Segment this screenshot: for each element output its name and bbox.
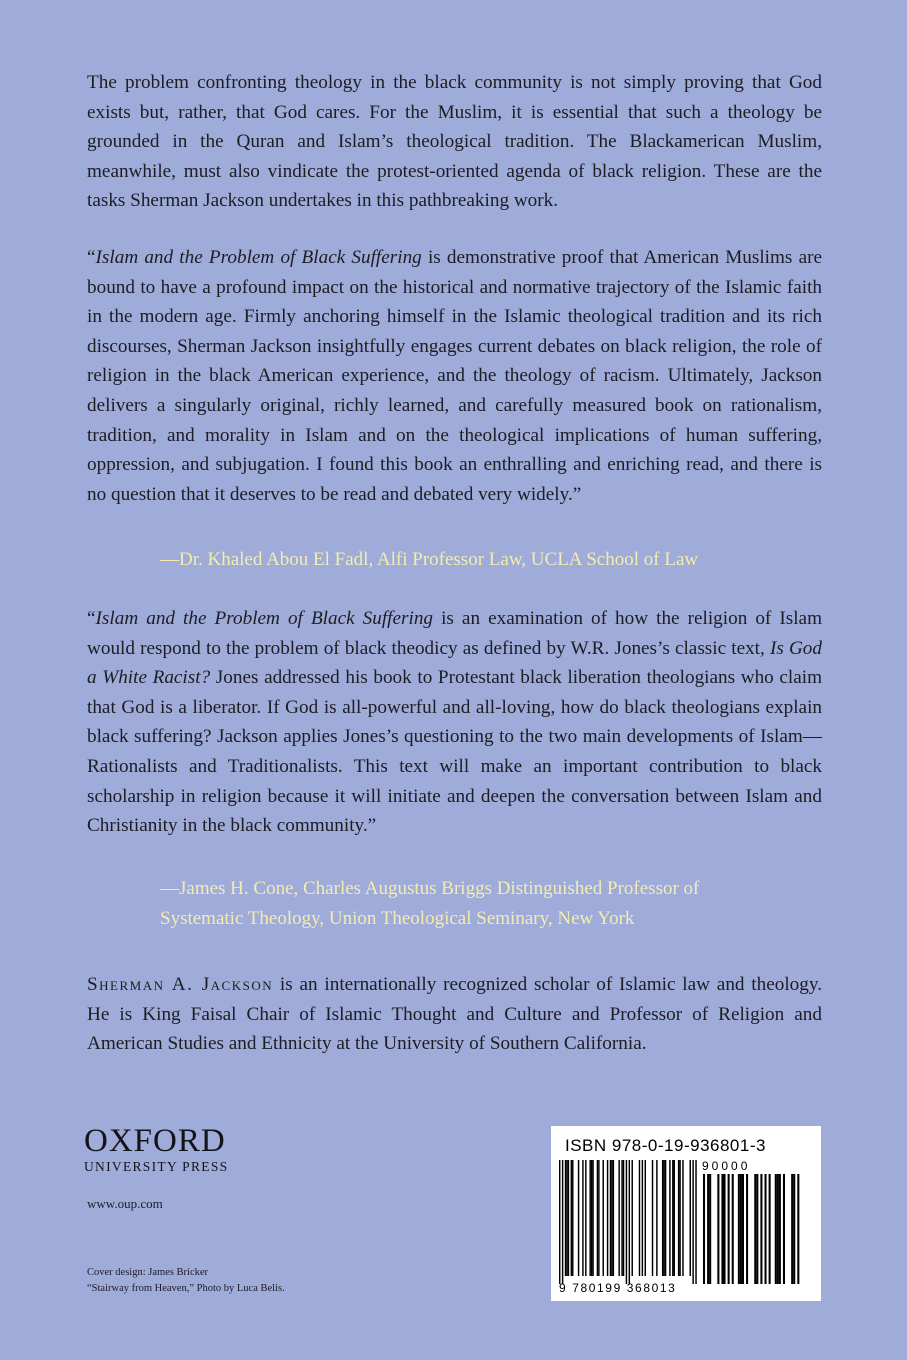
- barcode-bar: [589, 1160, 590, 1276]
- barcode-bar: [703, 1174, 705, 1284]
- barcode-bar: [732, 1174, 734, 1284]
- barcode-bar: [682, 1160, 683, 1276]
- barcode-bar: [568, 1160, 569, 1276]
- barcode-bar: [724, 1174, 726, 1284]
- quote2-referenced-book: Is God a White Racist?: [87, 637, 822, 689]
- barcode-bar: [592, 1160, 593, 1276]
- barcode-bar: [721, 1174, 723, 1284]
- barcode-bar: [779, 1174, 781, 1284]
- barcode-bar: [665, 1160, 666, 1276]
- barcode-bar: [571, 1160, 572, 1276]
- barcode-bar: [728, 1174, 730, 1284]
- barcode-bar: [642, 1160, 643, 1276]
- cover-credits: [87, 1265, 285, 1297]
- barcode-bar: [674, 1160, 675, 1276]
- barcode-bar: [695, 1160, 696, 1284]
- barcode-bar: [742, 1174, 744, 1284]
- barcode-bar: [629, 1160, 630, 1284]
- barcode-bar: [756, 1174, 758, 1284]
- publisher-name: OXFORD: [84, 1123, 226, 1159]
- author-bio: [87, 970, 822, 1059]
- photo-credit: “Stairway from Heaven,” Photo by Luca Belis.: [87, 1283, 285, 1294]
- barcode-bar: [610, 1160, 611, 1276]
- barcode-bar: [717, 1174, 719, 1284]
- barcode-bar: [669, 1160, 670, 1276]
- barcode-panel: [551, 1126, 821, 1301]
- oxford-logo: [84, 1124, 264, 1176]
- barcode-bar: [754, 1174, 756, 1284]
- barcode-bar: [626, 1160, 627, 1284]
- barcode-bar: [598, 1160, 599, 1276]
- barcode-bar: [639, 1160, 640, 1276]
- intro-paragraph: The problem confronting theology in the black community is not simply proving that God exists but, rather, that God cares. For the Muslim, it is essential that such a theology be grounded in the Quran and Islam’s theological tradition. The Blackamerican Muslim, meanwhile, must also vindicate the protest-oriented agenda of black religion. These are the tasks Sherman Jackson undertakes in this pathbreaking work.: [87, 72, 822, 212]
- addon-barcode: [703, 1174, 813, 1286]
- isbn-label: ISBN 978-0-19-936801-3: [565, 1136, 766, 1155]
- barcode-bar: [775, 1174, 777, 1284]
- quote2-text-b: Jones addressed his book to Protestant black liberation theologians who claim that God is a liberator. If God is all-powerful and all-loving, how do black theologians explain black suffering? Jackson applies Jones’s questioning to the two main developments of Islam—Rationalists and Traditionalists. This text will make an important contribution to black scholarship in religion because it will initiate and deepen the conversation between Islam and Christianity in the black community.”: [87, 667, 822, 837]
- quote1-text: is demonstrative proof that American Muslims are bound to have a profound impact on the historical and normative trajectory of the Islamic faith in the modern age. Firmly anchoring himself in the Islamic theological tradition and its rich discourses, Sherman Jackson insightfully engages current debates on black religion, the role of religion in the black American experience, and the theology of racism. Ultimately, Jackson delivers a singularly original, richly learned, and carefully measured book on rationalism, tradition, and morality in Islam and on the theological implications of human suffering, oppression, and subjugation. I found this book an enthralling and enriching read, and there is no question that it deserves to be read and debated very widely.”: [87, 247, 822, 505]
- barcode-bar: [562, 1160, 563, 1284]
- blurb-quote-1: “Islam and the Problem of Black Suffering is demonstrative proof that American Muslims are bound to have a profound impact on the historical and normative trajectory of the Islamic faith in the modern age. Firmly anchoring himself in the Islamic theological tradition and its rich discourses, Sherman Jackson insightfully engages current debates on black religion, the role of religion in the black American experience, and the theology of racism. Ultimately, Jackson delivers a singularly original, richly learned, and carefully measured book on rationalism, tradition, and morality in Islam and on the theological implications of human suffering, oppression, and subjugation. I found this book an enthralling and enriching read, and there is no question that it deserves to be read and debated very widely.”: [87, 247, 822, 505]
- barcode-bar: [738, 1174, 740, 1284]
- quote2-book-title: Islam and the Problem of Black Suffering: [95, 608, 434, 629]
- barcode-bar: [621, 1160, 622, 1276]
- barcode-bar: [613, 1160, 614, 1276]
- barcode-bar: [765, 1174, 767, 1284]
- barcode-bar: [607, 1160, 608, 1276]
- barcode-bar: [692, 1160, 693, 1284]
- barcode-bar: [663, 1160, 664, 1276]
- barcode-bar: [791, 1174, 793, 1284]
- price-code: 90000: [702, 1159, 751, 1173]
- barcode-bar: [656, 1160, 657, 1276]
- ean-barcode: [559, 1160, 699, 1284]
- barcode-bar: [565, 1160, 566, 1276]
- barcode-bar: [652, 1160, 653, 1276]
- barcode-bar: [572, 1160, 573, 1276]
- barcode-bar: [578, 1160, 579, 1276]
- barcode-bar: [662, 1160, 663, 1276]
- barcode-bar: [740, 1174, 742, 1284]
- barcode-bar: [746, 1174, 748, 1284]
- barcode-bar: [678, 1160, 679, 1276]
- barcode-bar: [597, 1160, 598, 1276]
- barcode-bar: [559, 1160, 560, 1284]
- barcode-bar: [690, 1160, 691, 1276]
- barcode-bar: [760, 1174, 762, 1284]
- author-name: Sherman A. Jackson: [87, 974, 274, 995]
- barcode-bar: [679, 1160, 680, 1276]
- barcode-bar: [645, 1160, 646, 1276]
- author-bio-text: is an internationally recognized scholar of Islamic law and theology. He is King Faisal Chair of Islamic Thought and Culture and Professor of Religion and American Studies and Ethnicity at the University of Southern California.: [87, 974, 823, 1055]
- barcode-bar: [623, 1160, 624, 1276]
- publisher-url: www.oup.com: [87, 1196, 163, 1211]
- barcode-bar: [632, 1160, 633, 1276]
- blurb-attribution-1: —Dr. Khaled Abou El Fadl, Alfi Professor Law, UCLA School of Law: [160, 549, 699, 570]
- barcode-bar: [618, 1160, 619, 1276]
- barcode-bar: [707, 1174, 709, 1284]
- attribution-2-line-2: Systematic Theology, Union Theological Seminary, New York: [160, 907, 635, 929]
- barcode-bar: [591, 1160, 592, 1276]
- barcode-bar: [611, 1160, 612, 1276]
- attribution-2-line-1: —James H. Cone, Charles Augustus Briggs Distinguished Professor of: [160, 878, 700, 899]
- publisher-subtitle: UNIVERSITY PRESS: [84, 1159, 229, 1174]
- barcode-bar: [709, 1174, 711, 1284]
- barcode-bar: [783, 1174, 785, 1284]
- quote2-text-a: is an examination of how the religion of Islam would respond to the problem of black theodicy as defined by W.R. Jones’s classic text,: [87, 608, 823, 659]
- barcode-bar: [793, 1174, 795, 1284]
- barcode-bar: [566, 1160, 567, 1276]
- blurb-attribution-2: [160, 874, 840, 933]
- barcode-bar: [797, 1174, 799, 1284]
- blurb-quote-2: “Islam and the Problem of Black Suffering is an examination of how the religion of Islam would respond to the problem of black theodicy as defined by W.R. Jones’s classic text, Is God a White Racist? Jones addressed his book to Protestant black liberation theologians who claim that God is a liberator. If God is all-powerful and all-loving, how do black theologians explain black suffering? Jackson applies Jones’s questioning to the two main developments of Islam—Rationalists and Traditionalists. This text will make an important contribution to black scholarship in religion because it will initiate and deepen the conversation between Islam and Christianity in the black community.”: [87, 608, 823, 837]
- barcode-bar: [672, 1160, 673, 1276]
- cover-design-credit: Cover design: James Bricker: [87, 1267, 209, 1278]
- barcode-bar: [585, 1160, 586, 1276]
- quote1-book-title: Islam and the Problem of Black Suffering: [95, 247, 422, 268]
- barcode-bar: [603, 1160, 604, 1276]
- ean-digits: 9 780199 368013: [559, 1281, 677, 1295]
- barcode-bar: [769, 1174, 771, 1284]
- barcode-bar: [582, 1160, 583, 1276]
- barcode-bar: [777, 1174, 779, 1284]
